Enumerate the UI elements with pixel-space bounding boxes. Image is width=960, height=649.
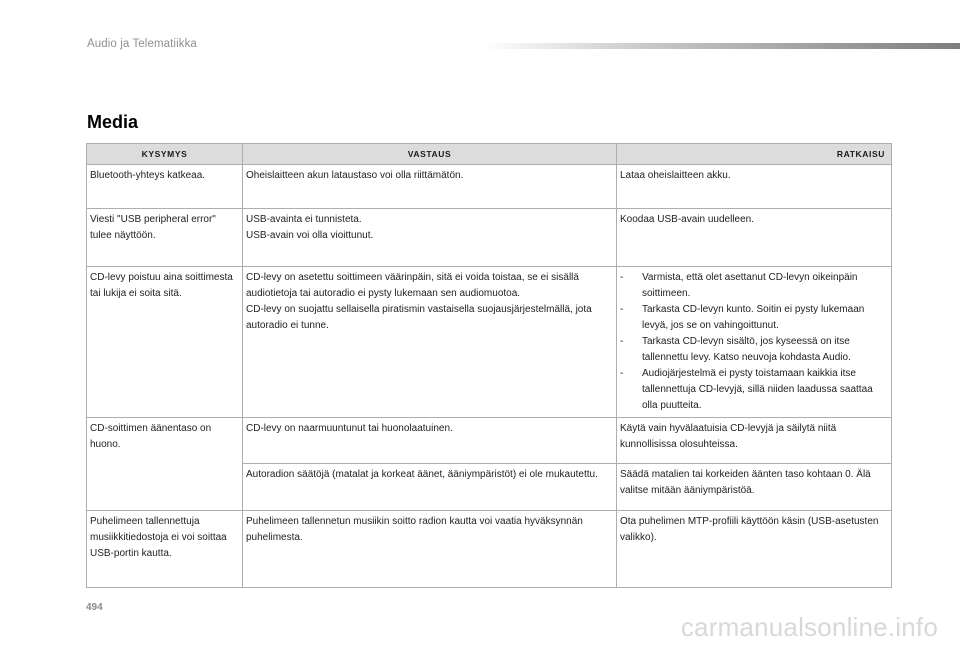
answer-text: USB-avain voi olla vioittunut. (246, 230, 374, 241)
solution-list (620, 270, 888, 414)
answer-text: USB-avainta ei tunnisteta. (246, 214, 362, 225)
solution-list-item: - Varmista, että olet asettanut CD-levyn oikeinpäin soittimeen. (620, 270, 888, 302)
faq-table (86, 143, 892, 588)
answer-cell (243, 464, 617, 511)
solution-list-item: - Tarkasta CD-levyn sisältö, jos kyseessä on itse tallennettu levy. Katso neuvoja kohdasta Audio. (620, 334, 888, 366)
solution-list-item: - Audiojärjestelmä ei pysty toistamaan kaikkia itse tallennettuja CD-levyjä, sillä niiden laadussa saattaa olla puutteita. (620, 366, 888, 414)
question-cell: CD-levy poistuu aina soittimesta tai lukija ei soita sitä. (87, 267, 243, 418)
chapter-title: Audio ja Telematiikka (87, 38, 197, 50)
table-row (87, 165, 892, 209)
solution-text: Koodaa USB-avain uudelleen. (620, 214, 754, 225)
solution-text: Säädä matalien tai korkeiden äänten taso kohtaan 0. Älä valitse mitään ääniympäristöä. (620, 469, 871, 496)
question-cell: Viesti "USB peripheral error" tulee näyttöön. (87, 209, 243, 267)
question-cell: CD-soittimen äänentaso on huono. (87, 418, 243, 511)
table-header-row (87, 144, 892, 165)
answer-cell (243, 267, 617, 418)
column-header-answer: VASTAUS (243, 144, 617, 165)
solution-list-item: - Tarkasta CD-levyn kunto. Soitin ei pysty lukemaan levyä, jos se on vahingoittunut. (620, 302, 888, 334)
solution-cell (617, 418, 892, 464)
column-header-question: KYSYMYS (87, 144, 243, 165)
answer-text: CD-levy on suojattu sellaisella piratismin vastaisella suojausjärjestelmällä, jota autoradio ei tunne. (246, 304, 592, 331)
question-cell: Puhelimeen tallennettuja musiikkitiedostoja ei voi soittaa USB-portin kautta. (87, 511, 243, 588)
solution-text: Ota puhelimen MTP-profiili käyttöön käsin (USB-asetusten valikko). (620, 516, 879, 543)
answer-text: Puhelimeen tallennetun musiikin soitto radion kautta voi vaatia hyväksynnän puhelimesta. (246, 516, 583, 543)
solution-cell (617, 511, 892, 588)
question-cell: Bluetooth-yhteys katkeaa. (87, 165, 243, 209)
solution-cell (617, 165, 892, 209)
answer-text: CD-levy on naarmuuntunut tai huonolaatuinen. (246, 423, 453, 434)
table-row (87, 418, 892, 464)
solution-cell (617, 464, 892, 511)
page-number: 494 (86, 602, 103, 613)
answer-cell (243, 418, 617, 464)
column-header-solution: RATKAISU (617, 144, 892, 165)
page-title: Media (87, 112, 139, 132)
table-row (87, 267, 892, 418)
solution-cell (617, 209, 892, 267)
answer-text: CD-levy on asetettu soittimeen väärinpäin, sitä ei voida toistaa, se ei sisällä audiotietoja tai autoradio ei pysty lukemaan sen audiomuotoa. (246, 272, 579, 299)
answer-text: Oheislaitteen akun lataustaso voi olla riittämätön. (246, 170, 464, 181)
table-row (87, 511, 892, 588)
solution-text: Käytä vain hyvälaatuisia CD-levyjä ja säilytä niitä kunnollisissa olosuhteissa. (620, 423, 837, 450)
watermark: carmanualsonline.info (680, 612, 938, 642)
header-gradient-bar (480, 43, 960, 49)
answer-text: Autoradion säätöjä (matalat ja korkeat äänet, ääniympäristöt) ei ole mukautettu. (246, 469, 598, 480)
answer-cell (243, 165, 617, 209)
table-row (87, 209, 892, 267)
answer-cell (243, 209, 617, 267)
answer-cell (243, 511, 617, 588)
solution-text: Lataa oheislaitteen akku. (620, 170, 731, 181)
solution-cell (617, 267, 892, 418)
